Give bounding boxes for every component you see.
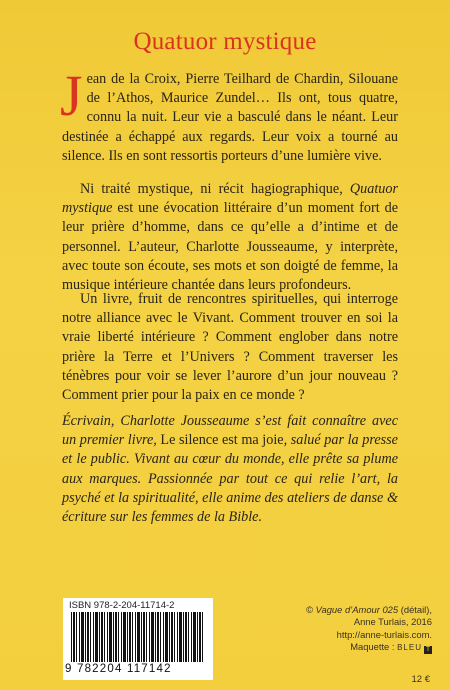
first-book-title: Le silence est ma joie	[160, 432, 284, 449]
paragraph-questions: Un livre, fruit de rencontres spirituelles, qui interroge notre alliance avec le Vivant. Comment trouver en soi la vraie liberté intérieure ? Comment englober dans notre prière la Terre et l’Univers ? Comment traverser les ténèbres pour voir se lever l’aurore d’un jour nouveau ? Comment prier pour la paix en ce monde ?	[62, 291, 398, 404]
paragraph-intro-text: ean de la Croix, Pierre Teilhard de Chardin, Silouane de l’Athos, Maurice Zundel… Ils ont, tous quatre, connu la nuit. Leur vie a basculé dans le néant. Leur destinée a échappé aux regards. Leur voix a tourné au silence. Ils en sont ressortis porteurs d’une lumière vive.	[62, 71, 398, 164]
book-title-inline: Quatuor mystique	[62, 181, 398, 217]
author-bio-part1: Écrivain, Charlotte Jousseaume s’est fait connaître avec un premier livre,	[62, 413, 398, 449]
barcode-box	[63, 598, 213, 680]
paragraph-description	[62, 180, 398, 295]
bleu-logo: BLEU	[397, 643, 422, 653]
credit-line-4	[306, 641, 432, 654]
layout-label: Maquette :	[350, 641, 398, 653]
author-bio	[62, 412, 398, 527]
image-credits	[306, 604, 432, 655]
bleu-mark-icon: T	[425, 646, 431, 654]
barcode-digits: 9 782204 117142	[65, 663, 172, 675]
credit-line-1	[306, 604, 432, 616]
isbn-text: ISBN 978-2-204-11714-2	[69, 600, 175, 611]
paragraph-description-part2: est une évocation littéraire d’un moment fort de leur prière d’homme, dans ce qu’elle a d’intime et de personnel. L’auteur, Charlotte Jousseaume, y interprète, avec toute son écoute, ses mots et son doigté de femme, la musique intérieure chantée dans leurs profondeurs.	[62, 200, 398, 294]
artwork-detail: (détail),	[398, 604, 432, 615]
artwork-title: Vague d’Amour 025	[315, 604, 399, 615]
credit-line-3: http://anne-turlais.com.	[336, 628, 432, 640]
paragraph-description-part1: Ni traité mystique, ni récit hagiographique,	[80, 181, 350, 197]
author-bio-part2: , salué par la presse et le public. Vivant au cœur du monde, elle prête sa plume aux marques. Passionnée par tout ce qui relie l’art, la psyché et la spiritualité, elle anime des ateliers de danse & écriture sur les femmes de la Bible.	[62, 432, 398, 526]
copyright-symbol: ©	[306, 604, 316, 615]
drop-cap: J	[60, 63, 83, 128]
price: 12 €	[411, 674, 430, 685]
barcode-icon	[71, 612, 205, 662]
book-title: Quatuor mystique	[133, 28, 317, 55]
credit-line-2: Anne Turlais, 2016	[353, 616, 432, 628]
paragraph-intro	[60, 63, 398, 166]
